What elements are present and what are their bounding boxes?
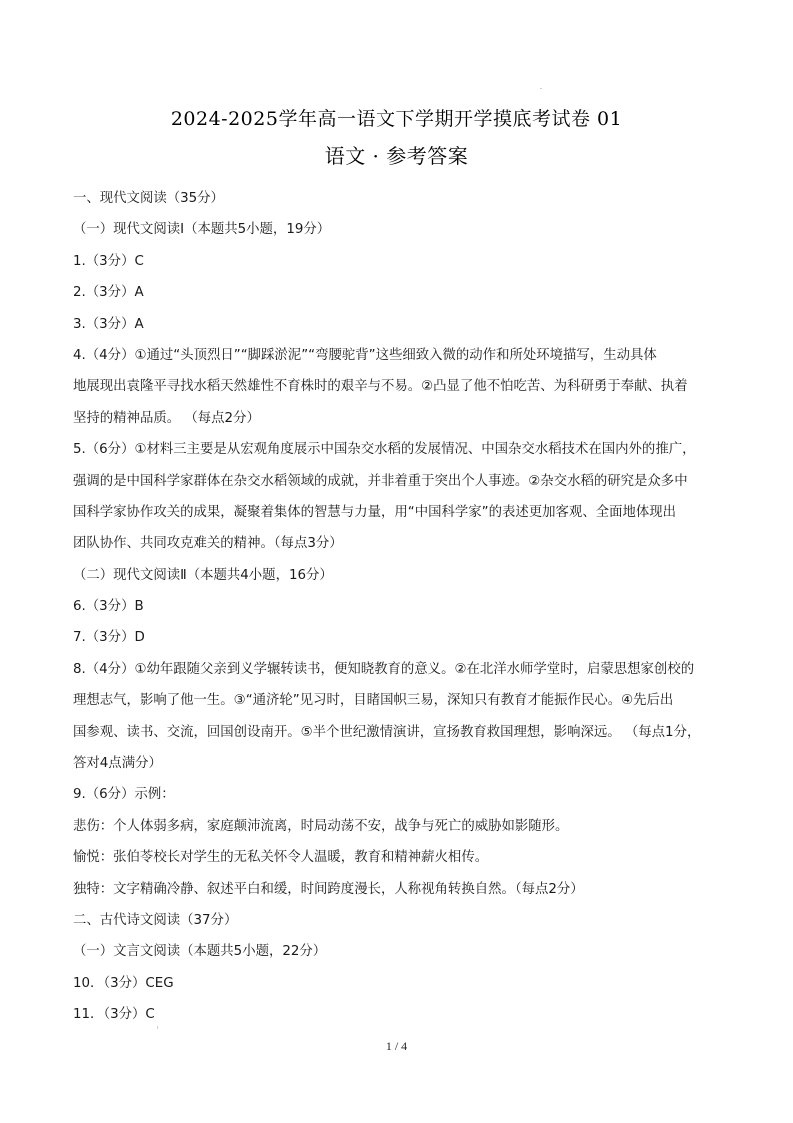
answer-line: 团队协作、共同攻克难关的精神。（每点3分） bbox=[73, 536, 343, 552]
answer-line: 3.（3分）A bbox=[73, 316, 144, 332]
answer-line: 国参观、读书、交流，回国创设南开。⑤半个世纪激情演讲，宣扬教育救国理想，影响深远。 （每点1分， bbox=[73, 724, 701, 740]
answer-line: 2.（3分）A bbox=[73, 285, 144, 301]
page-number: 1 / 4 bbox=[385, 1039, 408, 1053]
answer-line: 国科学家协作攻关的成果，凝聚着集体的智慧与力量，用“中国科学家”的表述更加客观、全面地体现出 bbox=[73, 504, 677, 520]
answer-line: 1.（3分）C bbox=[73, 253, 144, 269]
subsection-heading: （一）现代文阅读Ⅰ（本题共5小题，19分） bbox=[73, 222, 331, 238]
answer-line: 8.（4分）①幼年跟随父亲到义学辗转读书，便知晓教育的意义。②在北洋水师学堂时，启蒙思想家创校的 bbox=[73, 661, 695, 677]
answer-line: 悲伤：个人体弱多病，家庭颠沛流离，时局动荡不安，战争与死亡的威胁如影随形。 bbox=[73, 818, 569, 834]
page-subtitle: 语文 · 参考答案 bbox=[324, 144, 469, 168]
answer-line: 4.（4分）①通过“头顶烈日”“脚踩淤泥”“弯腰驼背”这些细致入微的动作和所处环境描写，生动具体 bbox=[73, 347, 657, 363]
answer-line: 理想志气，影响了他一生。③“通济轮”见习时，目睹国帜三易，深知只有教育才能振作民心。④先后出 bbox=[73, 693, 674, 709]
answer-line: 6.（3分）B bbox=[73, 599, 144, 615]
scan-speck bbox=[157, 1026, 158, 1029]
answer-line: 地展现出袁隆平寻找水稻天然雄性不育株时的艰辛与不易。②凸显了他不怕吃苦、为科研勇于奉献、执着 bbox=[73, 379, 688, 395]
answer-line: 答对4点满分） bbox=[73, 756, 162, 772]
subsection-heading: （二）现代文阅读Ⅱ（本题共4小题，16分） bbox=[73, 567, 333, 583]
answer-content bbox=[73, 183, 733, 1031]
section-heading: 一、现代文阅读（35分） bbox=[73, 191, 224, 206]
answer-line: 坚持的精神品质。 （每点2分） bbox=[73, 410, 260, 426]
answer-line: 7.（3分）D bbox=[73, 630, 145, 646]
answer-line: 11．（3分）C bbox=[73, 1007, 155, 1023]
answer-line: 5.（6分）①材料三主要是从宏观角度展示中国杂交水稻的发展情况、中国杂交水稻技术在国内外的推广， bbox=[73, 442, 696, 458]
subsection-heading: （一）文言文阅读（本题共5小题，22分） bbox=[73, 944, 327, 960]
page-title: 2024-2025学年高一语文下学期开学摸底考试卷 01 bbox=[170, 108, 623, 130]
section-heading: 二、古代诗文阅读（37分） bbox=[73, 912, 238, 928]
answer-line: 强调的是中国科学家群体在杂交水稻领域的成就，并非着重于突出个人事迹。②杂交水稻的研究是众多中 bbox=[73, 473, 688, 489]
scan-speck bbox=[540, 88, 542, 89]
answer-line: 独特：文字精确冷静、叙述平白和缓，时间跨度漫长，人称视角转换自然。（每点2分） bbox=[73, 881, 584, 897]
answer-line: 9.（6分）示例： bbox=[73, 787, 175, 803]
answer-line: 10．（3分）CEG bbox=[73, 975, 174, 991]
answer-line: 愉悦：张伯苓校长对学生的无私关怀令人温暖，教育和精神薪火相传。 bbox=[73, 850, 489, 866]
